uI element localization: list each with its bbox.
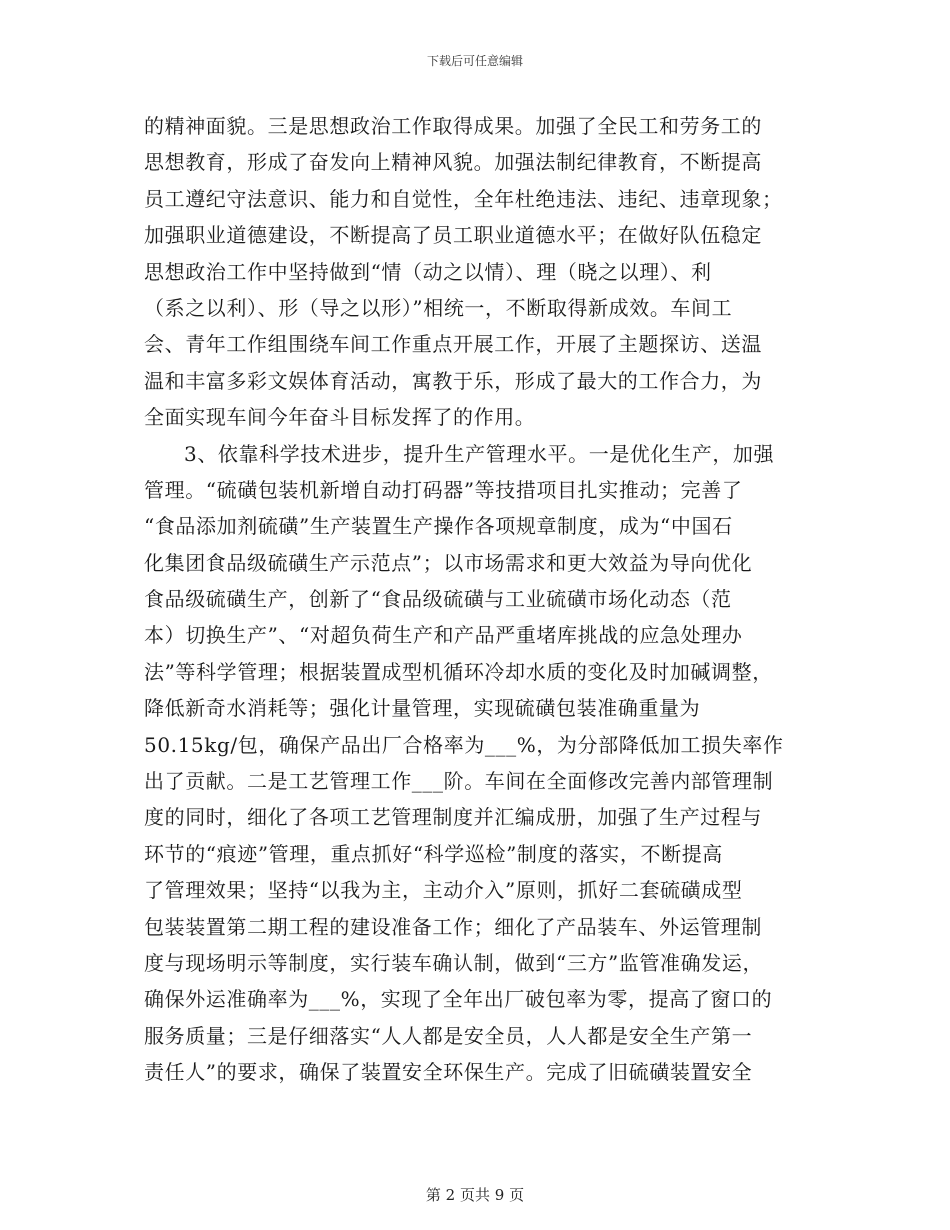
text-line: 服务质量；三是仔细落实“人人都是安全员，人人都是安全生产第一 <box>144 1023 753 1048</box>
text-line: 管理。“硫磺包装机新增自动打码器”等技措项目扎实推动；完善了 <box>144 477 743 502</box>
text-line: （系之以利）、形（导之以形）”相统一，不断取得新成效。车间工 <box>144 295 733 320</box>
text-line: 了管理效果；坚持“以我为主，主动介入”原则，抓好二套硫磺成型 <box>144 878 743 903</box>
text-line: 的精神面貌。三是思想政治工作取得成果。加强了全民工和劳务工的 <box>144 114 762 138</box>
text-line: 降低新奇水消耗等；强化计量管理，实现硫磺包装准确重量为 <box>144 696 701 721</box>
text-line: 思想政治工作中坚持做到“情（动之以情）、理（晓之以理）、利 <box>144 259 712 284</box>
text-line: 50.15kg/包，确保产品出厂合格率为___%，为分部降低加工损失率作 <box>144 732 784 757</box>
text-line: 员工遵纪守法意识、能力和自觉性，全年杜绝违法、违纪、违章现象； <box>144 186 783 211</box>
text-line: 出了贡献。二是工艺管理工作___阶。车间在全面修改完善内部管理制 <box>144 769 774 794</box>
text-line: 责任人”的要求，确保了装置安全环保生产。完成了旧硫磺装置安全 <box>144 1060 753 1085</box>
text-line: “食品添加剂硫磺”生产装置生产操作各项规章制度，成为“中国石 <box>144 514 733 539</box>
text-line: 全面实现车间今年奋斗目标发挥了的作用。 <box>144 405 536 430</box>
text-line: 环节的“痕迹”管理，重点抓好“科学巡检”制度的落实，不断提高 <box>144 841 723 866</box>
text-line: 法”等科学管理；根据装置成型机循环冷却水质的变化及时加碱调整， <box>144 659 773 684</box>
text-line: 化集团食品级硫磺生产示范点”；以市场需求和更大效益为导向优化 <box>144 550 753 575</box>
text-line: 本）切换生产”、“对超负荷生产和产品严重堵库挑战的应急处理办 <box>144 623 743 648</box>
text-line: 度的同时，细化了各项工艺管理制度并汇编成册，加强了生产过程与 <box>144 805 762 830</box>
text-line: 包装装置第二期工程的建设准备工作；细化了产品装车、外运管理制 <box>144 914 762 939</box>
body-text <box>144 108 812 1091</box>
page-number-footer: 第 2 页共 9 页 <box>425 1186 525 1204</box>
text-line: 思想教育，形成了奋发向上精神风貌。加强法制纪律教育，不断提高 <box>144 150 762 175</box>
page-header: 下载后可任意编辑 <box>426 54 523 68</box>
paragraph-start-line: 3、依靠科学技术进步，提升生产管理水平。一是优化生产，加强 <box>184 441 775 466</box>
text-line: 食品级硫磺生产，创新了“食品级硫磺与工业硫磺市场化动态（范 <box>144 587 732 612</box>
text-line: 加强职业道德建设，不断提高了员工职业道德水平；在做好队伍稳定 <box>144 223 762 248</box>
text-line: 度与现场明示等制度，实行装车确认制，做到“三方”监管准确发运， <box>144 950 764 975</box>
text-line: 会、青年工作组围绕车间工作重点开展工作，开展了主题探访、送温 <box>144 332 762 357</box>
text-line: 确保外运准确率为___%，实现了全年出厂破包率为零，提高了窗口的 <box>144 987 773 1012</box>
text-line: 温和丰富多彩文娱体育活动，寓教于乐，形成了最大的工作合力，为 <box>144 368 762 393</box>
